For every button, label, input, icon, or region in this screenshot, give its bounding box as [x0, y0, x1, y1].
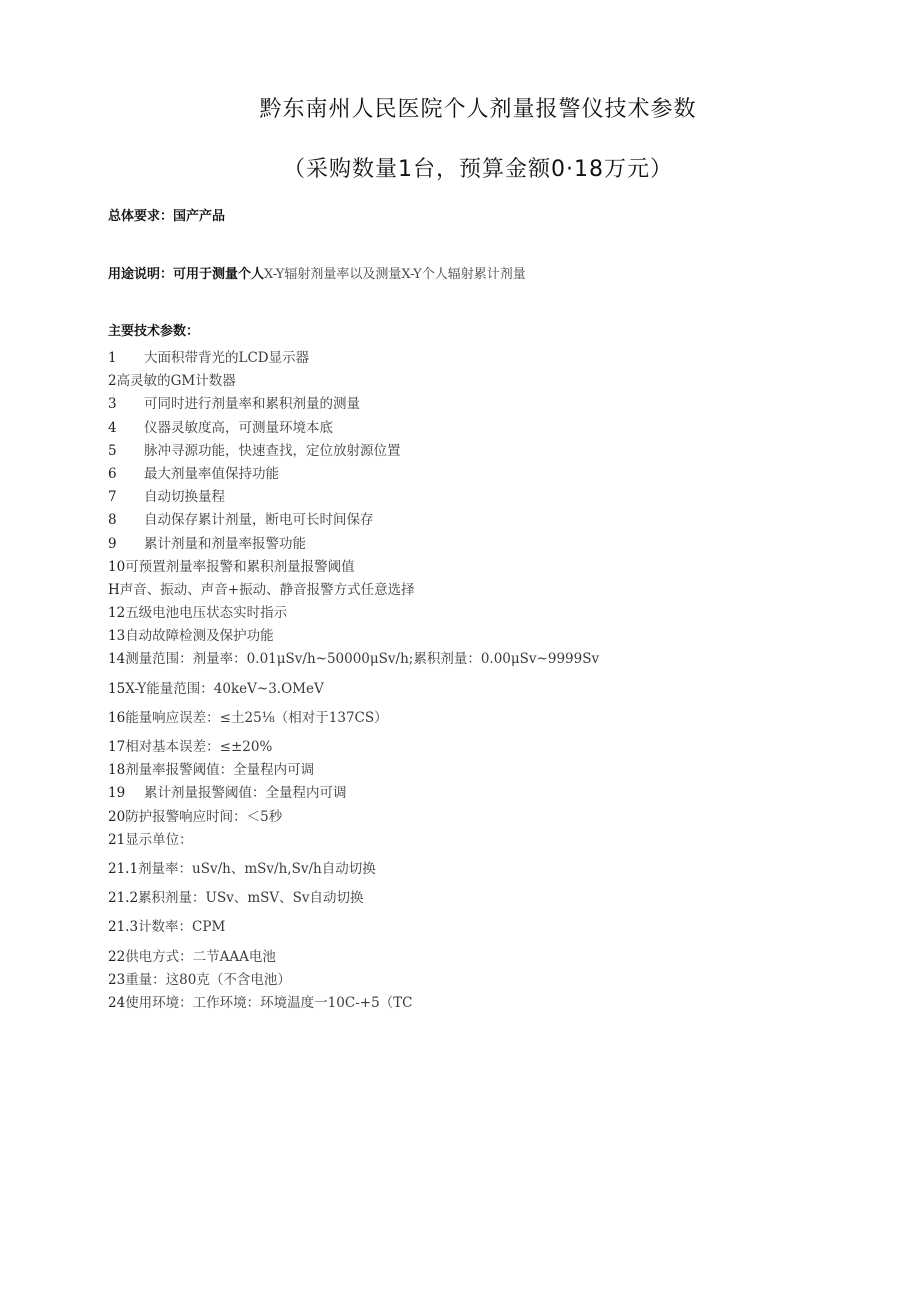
- param-number: 1: [108, 350, 117, 366]
- param-number: 21: [108, 831, 126, 848]
- param-number: 20: [108, 808, 126, 825]
- param-number: 15: [108, 680, 126, 697]
- page-subtitle: （采购数量1台，预算金额0·18万元）: [283, 157, 673, 182]
- param-number: 17: [108, 739, 126, 755]
- param-item: [108, 707, 599, 730]
- param-text: 供电方式：二节AAA电池: [125, 948, 276, 965]
- param-number: 13: [108, 628, 126, 645]
- param-item: [108, 916, 599, 939]
- param-item: [108, 969, 599, 992]
- param-text: 使用环境：工作环境：环境温度一10C-+5（TC: [125, 994, 413, 1011]
- param-item: [108, 678, 599, 701]
- usage-value-rest: X-Y辐射剂量率以及测量X-Y个人辐射累计剂量: [264, 267, 526, 282]
- page-title: 黔东南州人民医院个人剂量报警仪技术参数: [259, 97, 697, 122]
- usage-label: 用途说明：: [108, 267, 174, 282]
- param-text: 高灵敏的GM计数器: [116, 373, 236, 390]
- param-text: 累计剂量报警阈值：全量程内可调: [144, 785, 347, 802]
- param-text: 剂量率报警阈值：全量程内可调: [125, 762, 315, 779]
- param-number: 5: [108, 442, 117, 459]
- param-number: 21.2: [108, 890, 139, 907]
- param-item: [108, 486, 599, 509]
- param-item: [108, 759, 599, 782]
- param-text: 自动保存累计剂量，断电可长时间保存: [144, 512, 374, 529]
- param-text: 可预置剂量率报警和累积剂量报警阈值: [125, 558, 355, 575]
- param-item: [108, 858, 599, 881]
- param-item: [108, 736, 599, 759]
- param-number: 16: [108, 709, 126, 726]
- param-text: 测量范围：剂量率：0.01μSv/h~50000μSv/h;累积剂量：0.00μSv~9999Sv: [125, 651, 600, 668]
- param-text: 能量响应误差：≤土25⅛（相对于137CS）: [125, 709, 388, 726]
- param-text: 显示单位：: [125, 831, 193, 848]
- param-item: [108, 992, 599, 1015]
- param-item: [108, 806, 599, 829]
- param-item: [108, 463, 599, 486]
- param-text: 计数率：CPM: [138, 919, 226, 936]
- param-number: 18: [108, 762, 126, 779]
- param-item: [108, 509, 599, 532]
- param-number: 22: [108, 948, 126, 965]
- param-item: [108, 579, 599, 602]
- param-item: [108, 417, 599, 440]
- param-text: 自动故障检测及保护功能: [125, 628, 274, 645]
- general-requirement-label: 总体要求：: [108, 209, 174, 224]
- param-text: 仪器灵敏度高，可测量环境本底: [144, 419, 333, 436]
- param-text: 声音、振动、声音+振动、静音报警方式任意选择: [119, 581, 415, 598]
- param-item: [108, 347, 599, 370]
- usage-description: [108, 263, 526, 282]
- param-number: 12: [108, 605, 126, 622]
- param-text: 大面积带背光的LCD显示器: [144, 350, 310, 366]
- param-item: [108, 829, 599, 852]
- param-text: 最大剂量率值保持功能: [144, 465, 279, 482]
- param-item: [108, 648, 599, 671]
- param-number: 23: [108, 971, 126, 988]
- param-number: 24: [108, 994, 126, 1011]
- param-text: X-Y能量范围：40keV~3.OMeV: [125, 680, 324, 697]
- param-number: 14: [108, 651, 126, 668]
- params-list: [108, 347, 599, 1015]
- param-text: 重量：这80克（不含电池）: [125, 971, 291, 988]
- param-number: 7: [108, 489, 117, 506]
- general-requirement-value: 国产产品: [173, 209, 226, 224]
- param-text: 可同时进行剂量率和累积剂量的测量: [144, 396, 360, 413]
- param-number: 8: [108, 512, 117, 529]
- param-text: 累计剂量和剂量率报警功能: [144, 535, 306, 552]
- param-text: 自动切换量程: [144, 489, 225, 506]
- param-text: 防护报警响应时间：＜5秒: [125, 808, 283, 825]
- param-item: [108, 602, 599, 625]
- param-number: 2: [108, 373, 117, 390]
- params-heading: 主要技术参数：: [108, 324, 200, 339]
- param-item: [108, 533, 599, 556]
- param-item: [108, 393, 599, 416]
- param-number: 6: [108, 465, 117, 482]
- usage-value-bold: 可用于测量个人: [173, 267, 265, 282]
- param-text: 累积剂量：USv、mSV、Sv自动切换: [138, 890, 364, 907]
- param-number: 9: [108, 535, 117, 552]
- param-number: 21.3: [108, 919, 139, 936]
- param-item: [108, 625, 599, 648]
- param-number: 21.1: [108, 860, 139, 877]
- param-number: 4: [108, 419, 117, 436]
- param-number: H: [108, 581, 120, 598]
- param-text: 相对基本误差：≤±20%: [125, 739, 273, 755]
- param-number: 3: [108, 396, 117, 413]
- param-item: [108, 887, 599, 910]
- param-item: [108, 946, 599, 969]
- param-text: 脉冲寻源功能，快速查找，定位放射源位置: [144, 442, 401, 459]
- param-item: [108, 782, 599, 805]
- param-text: 剂量率：uSv/h、mSv/h,Sv/h自动切换: [138, 860, 376, 877]
- param-text: 五级电池电压状态实时指示: [125, 605, 288, 622]
- param-item: [108, 440, 599, 463]
- general-requirement: [108, 205, 225, 224]
- param-item: [108, 370, 599, 393]
- param-item: [108, 556, 599, 579]
- param-number: 10: [108, 558, 126, 575]
- param-number: 19: [108, 785, 126, 802]
